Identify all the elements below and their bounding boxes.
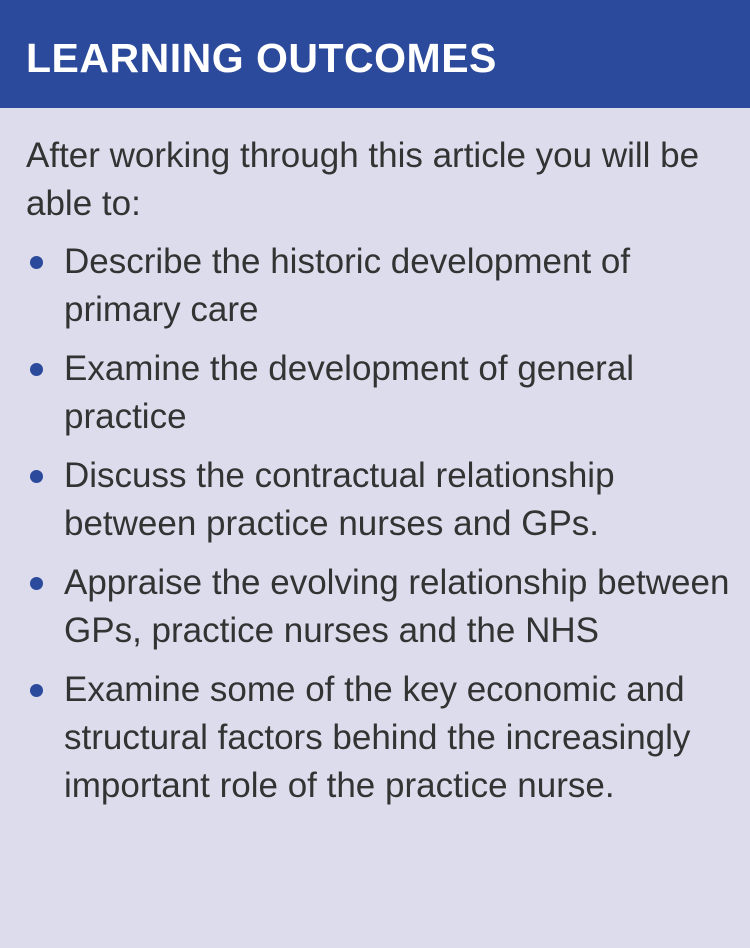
intro-text: After working through this article you will be able to: bbox=[26, 136, 700, 223]
header-bar bbox=[0, 0, 750, 108]
bullet-icon bbox=[30, 684, 43, 697]
outcomes-list bbox=[26, 238, 730, 810]
list-item bbox=[26, 559, 730, 655]
outcome-text: Examine the development of general practice bbox=[64, 349, 635, 436]
outcome-text: Appraise the evolving relationship between GPs, practice nurses and the NHS bbox=[64, 563, 730, 650]
outcome-text: Describe the historic development of primary care bbox=[64, 242, 631, 329]
list-item bbox=[26, 452, 730, 548]
list-item bbox=[26, 238, 730, 334]
bullet-icon bbox=[30, 470, 43, 483]
outcome-text: Discuss the contractual relationship between practice nurses and GPs. bbox=[64, 456, 615, 543]
bullet-icon bbox=[30, 256, 43, 269]
outcome-text: Examine some of the key economic and structural factors behind the increasingly important role of the practice nurse. bbox=[64, 670, 691, 805]
list-item bbox=[26, 666, 730, 810]
box-title: LEARNING OUTCOMES bbox=[26, 35, 497, 81]
bullet-icon bbox=[30, 577, 43, 590]
content-area bbox=[0, 108, 750, 810]
list-item bbox=[26, 345, 730, 441]
bullet-icon bbox=[30, 363, 43, 376]
